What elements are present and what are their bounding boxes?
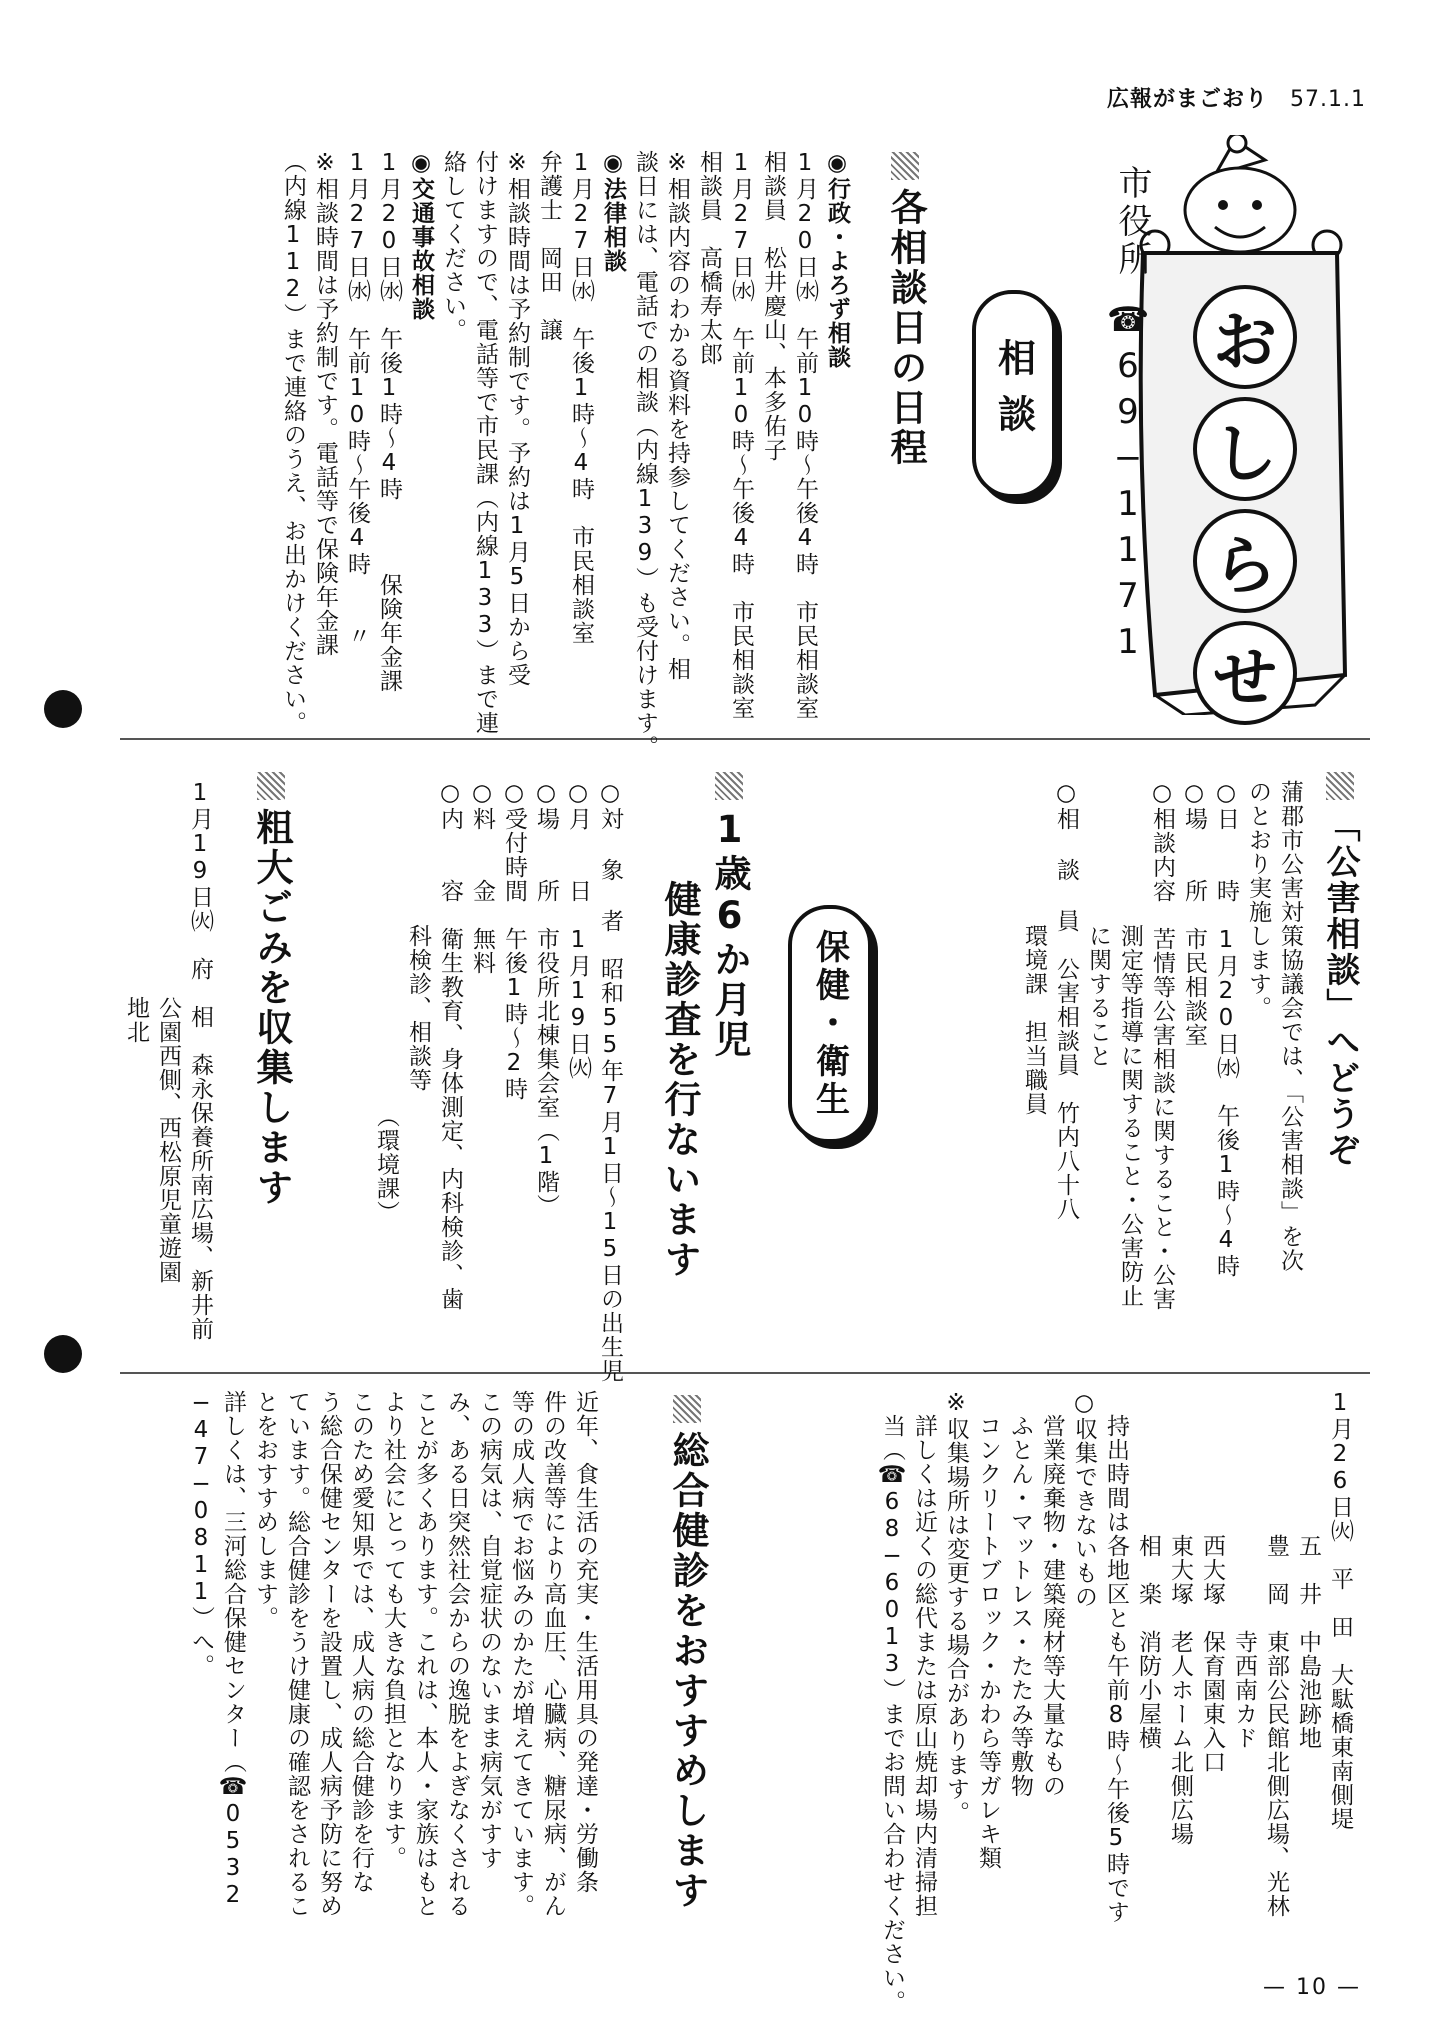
sodai-body-part1 bbox=[120, 780, 216, 1360]
kenshin-line: ○内 容 衛生教育、身体測定、内科検診、歯 bbox=[437, 780, 463, 1311]
sodai-line: ふとん・マットレス・たたみ等敷物 bbox=[1007, 1390, 1033, 1798]
kogai-section-title: 「公害相談」へどうぞ bbox=[1316, 772, 1365, 1168]
sodai-line: 五 井 中島池跡地 bbox=[1295, 1390, 1321, 1750]
publication-date: 57.1.1 bbox=[1290, 87, 1366, 112]
kogai-line: 蒲郡市公害対策協議会では、「公害相談」を次 bbox=[1277, 780, 1303, 1273]
punch-hole-bottom bbox=[44, 1335, 82, 1373]
sodan-line: 絡してください。 bbox=[440, 150, 466, 342]
sodan-section-title: 各相談日の日程 bbox=[878, 152, 932, 468]
sodan-line: 相談員 松井慶山、本多佑子 bbox=[760, 150, 786, 462]
sodai-line: 地北 bbox=[123, 780, 149, 1044]
kenshin-line: ○受付時間 午後1時〜2時 bbox=[501, 780, 527, 1101]
kogai-line: のとおり実施します。 bbox=[1245, 780, 1271, 1020]
city-hall-label: 市役所 bbox=[1112, 165, 1152, 279]
kogai-body bbox=[1018, 780, 1306, 1360]
sodai-line: 営業廃棄物・建築廃材等大量なもの bbox=[1039, 1390, 1065, 1798]
sodan-line: 1月27日㈬ 午前10時〜午後4時 市民相談室 bbox=[728, 150, 754, 720]
sodan-line: （内線112）まで連絡のうえ、お出かけください。 bbox=[280, 150, 306, 735]
kenshin-line: ○場 所 市役所北棟集会室（1階） bbox=[533, 780, 559, 1218]
punch-hole-top bbox=[44, 690, 82, 728]
sogo-line: う総合保健センターを設置し、成人病予防に努め bbox=[316, 1390, 342, 1918]
sodai-line: 相 楽 消防小屋横 bbox=[1135, 1390, 1161, 1750]
kenshin-title-2: 健康診査を行ないます bbox=[658, 880, 701, 1280]
kogai-line: ○相 談 員 公害相談員 竹内八十八 bbox=[1053, 780, 1079, 1221]
city-hall-phone: ☎69−1171 bbox=[1108, 300, 1148, 668]
sodan-line: 1月27日㈬ 午前10時〜午後4時 〃 bbox=[344, 150, 370, 648]
sodai-line: 豊 岡 東部公民館北側広場、光林 bbox=[1263, 1390, 1289, 1918]
sodan-line: ◉法律相談 bbox=[600, 150, 626, 273]
sodan-line: ◉交通事故相談 bbox=[408, 150, 434, 321]
section-marker-icon bbox=[1326, 772, 1354, 800]
sodai-line: 詳しくは近くの総代または原山焼却場内清掃担 bbox=[911, 1390, 937, 1918]
kogai-line: 測定等指導に関すること・公害防止 bbox=[1117, 780, 1143, 1308]
sodai-line: 1月26日㈫ 平 田 大駄橋東南側堤 bbox=[1327, 1390, 1353, 1831]
banner-characters bbox=[1160, 285, 1330, 725]
category-label-sodan: 相談 bbox=[972, 290, 1056, 498]
sodan-line: ※相談内容のわかる資料を持参してください。相 bbox=[664, 150, 690, 681]
sogo-line: 等の成人病でお悩みのかたが増えてきています。 bbox=[508, 1390, 534, 1918]
sodai-line: 公園西側、西松原児童遊園 bbox=[155, 780, 181, 1284]
sodan-line: 付けますので、電話等で市民課（内線133）まで連 bbox=[472, 150, 498, 735]
sodan-line: ※相談時間は予約制です。電話等で保険年金課 bbox=[312, 150, 338, 657]
sodan-line: ◉行政・よろず相談 bbox=[824, 150, 850, 369]
sogo-line: ことが多くあります。これは、本人・家族はもと bbox=[412, 1390, 438, 1918]
section-marker-icon bbox=[257, 772, 285, 800]
banner-char-4: せ bbox=[1193, 621, 1297, 725]
sodai-line: コンクリートブロック・かわら等ガレキ類 bbox=[975, 1390, 1001, 1870]
sodai-line: 東大塚 老人ホーム北側広場 bbox=[1167, 1390, 1193, 1846]
kenshin-line: ○月 日 1月19日㈫ bbox=[565, 780, 591, 1080]
sogo-line: 件の改善等により高血圧、心臓病、糖尿病、がん bbox=[540, 1390, 566, 1918]
divider-top bbox=[120, 738, 1370, 740]
kogai-line: ○場 所 市民相談室 bbox=[1181, 780, 1207, 1047]
kenshin-title-1: 1歳6か月児 bbox=[702, 772, 756, 1060]
sogo-line: 近年、食生活の充実・生活用具の発達・労働条 bbox=[572, 1390, 598, 1894]
kogai-line: に関すること bbox=[1085, 780, 1111, 1068]
kenshin-line: 科検診、相談等 bbox=[405, 780, 431, 1092]
kenshin-line: ○料 金 無料 bbox=[469, 780, 495, 975]
kogai-line: ○相談内容 苦情等公害相談に関すること・公害 bbox=[1149, 780, 1175, 1311]
banner-char-1: お bbox=[1193, 285, 1297, 389]
sogo-line: とをおすすめします。 bbox=[252, 1390, 278, 1630]
sodai-section-title: 粗大ごみを収集します bbox=[244, 772, 298, 1208]
sogo-line: −47−0811）へ。 bbox=[188, 1390, 214, 1678]
sodan-line: 1月20日㈬ 午前10時〜午後4時 市民相談室 bbox=[792, 150, 818, 720]
banner-char-3: ら bbox=[1193, 509, 1297, 613]
sogo-section-title: 総合健診をおすすめします bbox=[660, 1395, 714, 1911]
sodai-line: ○収集できないもの bbox=[1071, 1390, 1097, 1609]
sodan-line: 談日には、電話での相談（内線139）も受付けます。 bbox=[632, 150, 658, 759]
publication-title: 広報がまごおり bbox=[1107, 87, 1269, 112]
sodan-line: 1月20日㈬ 午後1時〜4時 保険年金課 bbox=[376, 150, 402, 693]
section-marker-icon bbox=[715, 772, 743, 800]
sodai-line: 持出時間は各地区とも午前8時〜午後5時です bbox=[1103, 1390, 1129, 1924]
kenshin-line: （環境課） bbox=[373, 780, 399, 1225]
divider-bottom bbox=[120, 1372, 1370, 1374]
sodai-line: 当（☎68−6013）までお問い合わせください。 bbox=[879, 1390, 905, 2014]
page-header bbox=[1107, 82, 1366, 113]
sodai-line: 1月19日㈫ 府 相 森永保養所南広場、新井前 bbox=[187, 780, 213, 1341]
category-label-hoken: 保健・衛生 bbox=[788, 905, 872, 1143]
sodan-line: 1月27日㈬ 午後1時〜4時 市民相談室 bbox=[568, 150, 594, 645]
sogo-line: このため愛知県では、成人病の総合健診を行な bbox=[348, 1390, 374, 1894]
kenshin-line: ○対 象 者 昭和55年7月1日〜15日の出生児 bbox=[597, 780, 623, 1383]
sodan-body bbox=[277, 150, 853, 759]
sogo-line: 詳しくは、三河総合保健センター（☎0532 bbox=[220, 1390, 246, 1909]
sodai-line: 寺西南カド bbox=[1231, 1390, 1257, 1750]
sogo-line: この病気は、自覚症状のないまま病気がすす bbox=[476, 1390, 502, 1870]
sodan-line: 相談員 高橋寿太郎 bbox=[696, 150, 722, 366]
sodan-line: 弁護士 岡田 譲 bbox=[536, 150, 562, 342]
section-marker-icon bbox=[891, 152, 919, 180]
kogai-line: ○日 時 1月20日㈬ 午後1時〜4時 bbox=[1213, 780, 1239, 1278]
sodai-line: ※収集場所は変更する場合があります。 bbox=[943, 1390, 969, 1825]
sodai-line: 西大塚 保育園東入口 bbox=[1199, 1390, 1225, 1774]
sogo-line: ています。総合健診をうけ健康の確認をされるこ bbox=[284, 1390, 310, 1918]
sogo-line: み、ある日突然社会からの逸脱をよぎなくされる bbox=[444, 1390, 470, 1918]
section-marker-icon bbox=[673, 1395, 701, 1423]
kenshin-body bbox=[370, 780, 626, 1383]
kogai-line: 環境課 担当職員 bbox=[1021, 780, 1047, 1116]
banner-char-2: し bbox=[1193, 397, 1297, 501]
sogo-line: より社会にとっても大きな負担となります。 bbox=[380, 1390, 406, 1870]
page-number: — 10 — bbox=[1263, 1975, 1361, 2000]
sogo-body bbox=[185, 1390, 601, 1945]
sodan-line: ※相談時間は予約制です。予約は1月5日から受 bbox=[504, 150, 530, 687]
